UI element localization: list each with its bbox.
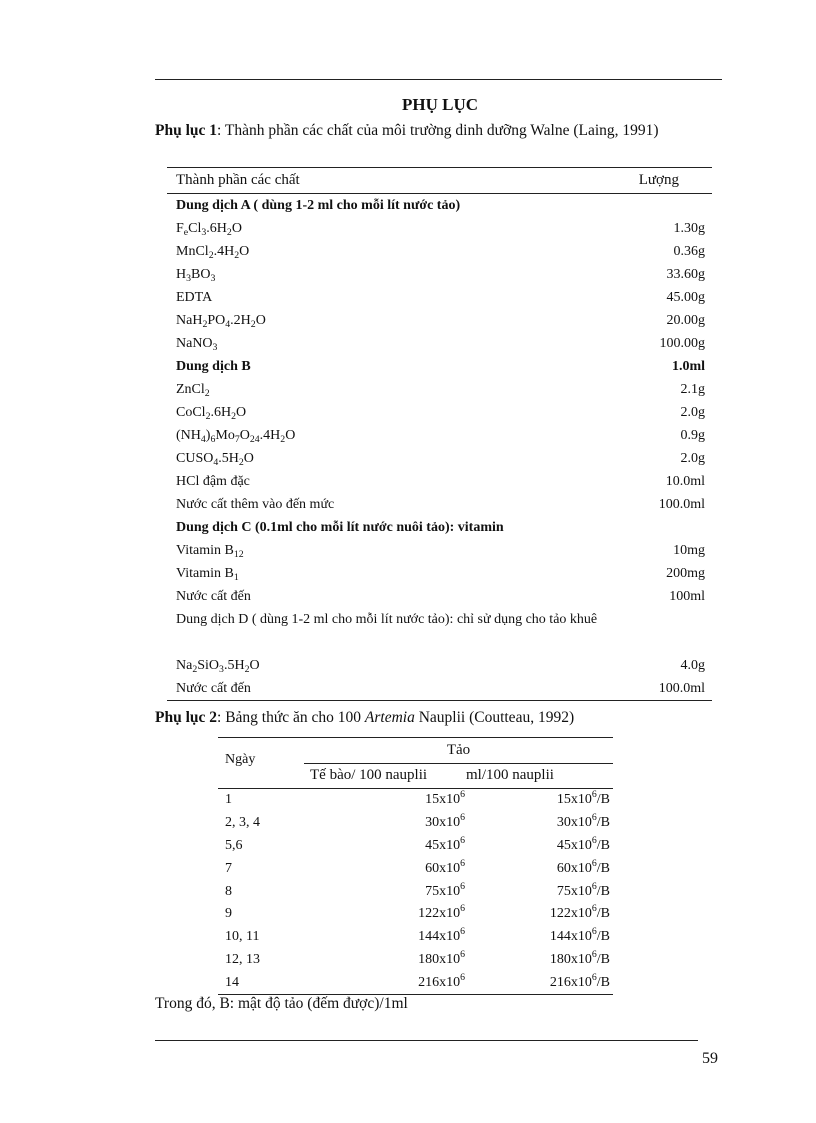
component-name: Dung dịch C (0.1ml cho mỗi lít nước nuôi tảo): vitamin — [176, 519, 504, 535]
page-number: 59 — [702, 1050, 718, 1067]
cell-day: 2, 3, 4 — [225, 815, 260, 831]
component-amount: 1.0ml — [671, 358, 705, 374]
cell-ml: $144x10^6/B$ — [549, 926, 610, 945]
section-row — [167, 194, 712, 217]
component-name: $MnCl_2.4H_2O$ — [176, 243, 250, 261]
component-amount: 100.00g — [659, 335, 705, 351]
table-row — [218, 835, 613, 858]
component-name: Vitamin $B_{12}$ — [176, 542, 244, 560]
appendix1-caption — [155, 118, 720, 143]
component-name: $F_eCl_3.6H_2O$ — [176, 220, 242, 238]
component-name: Vitamin $B_1$ — [176, 565, 239, 583]
cell-ml: $180x10^6/B$ — [549, 948, 610, 967]
table-row — [167, 217, 712, 240]
table-row — [167, 240, 712, 263]
component-name: Nước cất đến — [176, 680, 251, 696]
table-body — [218, 789, 613, 994]
component-amount: 20.00g — [666, 312, 705, 328]
cell-ml: $122x10^6/B$ — [549, 903, 610, 922]
table-row — [167, 677, 712, 700]
component-name: NaNO$_3$ — [176, 335, 218, 353]
table-row — [167, 493, 712, 516]
appendix2-caption: Phụ lục 2: Bảng thức ăn cho 100 Artemia Nauplii (Coutteau, 1992) — [155, 709, 575, 726]
table-row — [167, 401, 712, 424]
cell-ml: $45x10^6/B$ — [556, 834, 610, 853]
table-row — [167, 263, 712, 286]
component-amount: 2.0g — [680, 404, 705, 420]
component-amount: 2.1g — [680, 381, 705, 397]
table-row — [167, 447, 712, 470]
cell-ml: $15x10^6/B$ — [556, 789, 610, 808]
page-title: PHỤ LỤC — [401, 95, 479, 114]
table-row — [167, 424, 712, 447]
cell-day: 10, 11 — [225, 929, 260, 945]
component-name: Nước cất đến — [176, 588, 251, 604]
table-row — [167, 378, 712, 401]
component-name: EDTA — [176, 289, 213, 305]
section-row — [167, 355, 712, 378]
cell-cells: $180x10^6$ — [418, 948, 465, 967]
table-header — [218, 738, 613, 789]
table-row — [167, 470, 712, 493]
section-row — [167, 608, 712, 654]
table-row — [218, 926, 613, 949]
component-name: $Na_2SiO_3.5H_2O$ — [176, 657, 260, 675]
cell-cells: $15x10^6$ — [425, 789, 465, 808]
cell-cells: $45x10^6$ — [425, 834, 465, 853]
component-name: $CUSO_4.5H_2O$ — [176, 450, 254, 468]
cell-day: 1 — [225, 792, 232, 808]
cell-ml: $30x10^6/B$ — [556, 812, 610, 831]
component-name: Dung dịch B — [176, 358, 251, 374]
col-header-ml: ml/100 nauplii — [466, 767, 554, 783]
appendix1-label: Phụ lục 1 — [155, 122, 218, 139]
table-row — [167, 654, 712, 677]
footnote: Trong đó, B: mật độ tảo (đếm được)/1ml — [155, 995, 408, 1012]
component-amount: 100.0ml — [658, 680, 705, 696]
component-amount: 200mg — [666, 565, 705, 581]
appendix1-caption-text: : Thành phần các chất của môi trường dinh dưỡng Walne (Laing, 1991) — [217, 122, 659, 139]
table-row — [218, 812, 613, 835]
table-row — [218, 857, 613, 880]
cell-ml: $60x10^6/B$ — [556, 857, 610, 876]
cell-day: 5,6 — [225, 837, 243, 853]
col-header-cells: Tế bào/ 100 nauplii — [310, 767, 428, 783]
component-name: Dung dịch D ( dùng 1-2 ml cho mỗi lít nước tảo): chỉ sử dụng cho tảo khuê — [176, 612, 598, 627]
component-amount: 0.36g — [673, 243, 705, 259]
component-name: $CoCl_2.6H_2O$ — [176, 404, 247, 422]
cell-day: 8 — [225, 883, 232, 899]
cell-cells: $122x10^6$ — [418, 903, 465, 922]
table-row — [218, 971, 613, 994]
component-amount: 1.30g — [673, 220, 705, 236]
table-row — [218, 789, 613, 812]
artemia-feeding-table — [218, 737, 613, 995]
table-row — [218, 880, 613, 903]
col-header-amount: Lượng — [638, 172, 679, 188]
footer-rule — [155, 1040, 698, 1041]
col-header-day: Ngày — [225, 752, 256, 767]
component-name: Nước cất thêm vào đến mức — [176, 496, 335, 512]
component-name: $(NH_4)_6Mo_7O_{24}.4H_2O$ — [176, 427, 296, 445]
cell-cells: $75x10^6$ — [425, 880, 465, 899]
col-header-algae: Tảo — [304, 738, 613, 764]
table-row — [167, 309, 712, 332]
component-amount: 4.0g — [680, 657, 705, 673]
table-row — [167, 332, 712, 355]
cell-ml: $75x10^6/B$ — [556, 880, 610, 899]
component-amount: 100.0ml — [658, 496, 705, 512]
component-name: $H_3BO_3$ — [176, 266, 216, 284]
table-row — [167, 539, 712, 562]
component-amount: 0.9g — [680, 427, 705, 443]
table-row — [167, 286, 712, 309]
cell-cells: $60x10^6$ — [425, 857, 465, 876]
component-name: Dung dịch A ( dùng 1-2 ml cho mỗi lít nước tảo) — [176, 197, 461, 213]
cell-day: 12, 13 — [225, 951, 260, 967]
walne-medium-table — [167, 167, 712, 701]
component-amount: 45.00g — [666, 289, 705, 305]
component-amount: 10.0ml — [665, 473, 705, 489]
table-row — [218, 903, 613, 926]
cell-day: 14 — [225, 974, 239, 990]
cell-cells: $144x10^6$ — [418, 926, 465, 945]
component-amount: 2.0g — [680, 450, 705, 466]
component-name: ZnCl$_2$ — [176, 381, 210, 399]
component-amount: 10mg — [673, 542, 705, 558]
cell-day: 7 — [225, 860, 232, 876]
section-row — [167, 516, 712, 539]
table-body — [167, 194, 712, 700]
cell-day: 9 — [225, 906, 232, 922]
cell-cells: $30x10^6$ — [425, 812, 465, 831]
cell-cells: $216x10^6$ — [418, 971, 465, 990]
component-amount: 33.60g — [666, 266, 705, 282]
cell-ml: $216x10^6/B$ — [549, 971, 610, 990]
component-name: $NaH_2PO_4.2H_2O$ — [176, 312, 266, 330]
component-amount: 100ml — [669, 588, 705, 604]
header-rule — [155, 79, 722, 80]
table-row — [167, 585, 712, 608]
table-header — [167, 168, 712, 194]
table-row — [167, 562, 712, 585]
component-name: HCl đậm đặc — [176, 473, 250, 489]
col-header-component: Thành phần các chất — [176, 172, 300, 188]
table-row — [218, 949, 613, 972]
